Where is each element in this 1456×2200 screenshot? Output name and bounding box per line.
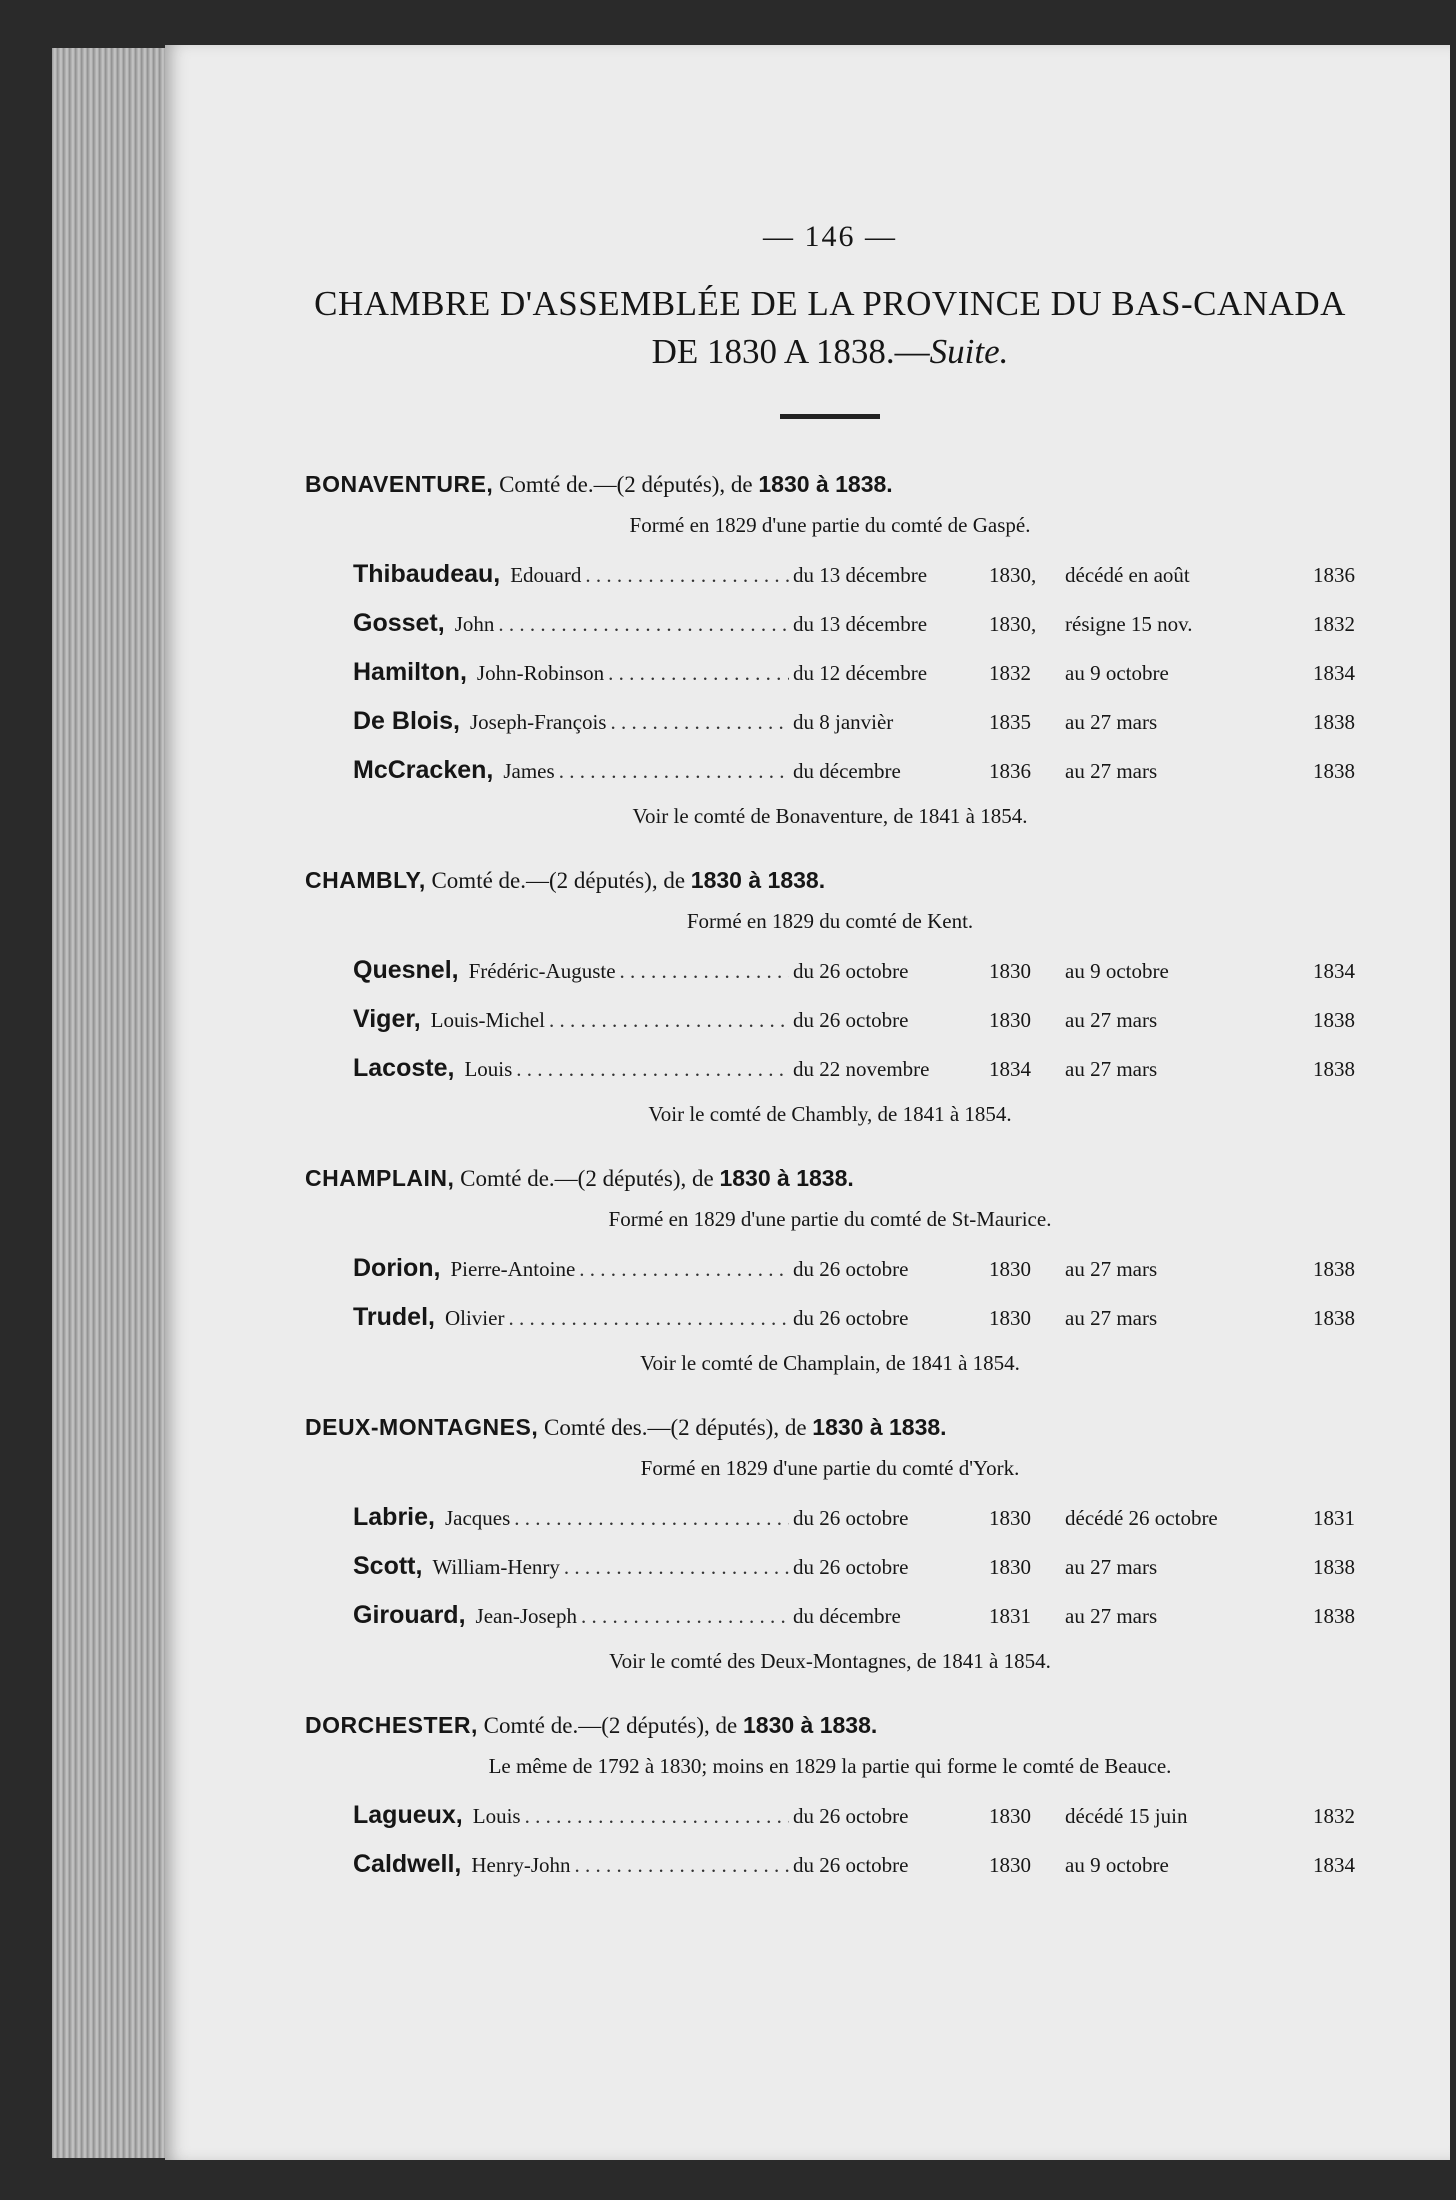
member-surname: Labrie, (353, 1503, 435, 1531)
dot-leader (608, 649, 789, 697)
member-surname: Thibaudeau, (353, 560, 501, 588)
term-end-year: 1834 (1313, 959, 1355, 983)
term-end: au 9 octobre (1065, 1853, 1169, 1877)
county-desc: Comté des.—(2 députés), de (538, 1415, 813, 1440)
term-end: au 9 octobre (1065, 661, 1169, 685)
member-given-name: Henry-John (471, 1853, 571, 1877)
county-years: 1830 à 1838. (758, 471, 893, 497)
member-given-name: William-Henry (432, 1555, 560, 1579)
county-section (305, 467, 1355, 833)
county-name: DEUX-MONTAGNES, (305, 1414, 539, 1440)
member-given-name: John-Robinson (476, 661, 605, 685)
member-given-name: Frédéric-Auguste (468, 959, 616, 983)
member-row (305, 1542, 1355, 1591)
section-note: Le même de 1792 à 1830; moins en 1829 la partie qui forme le comté de Beauce. (488, 1754, 1172, 1778)
section-note: Formé en 1829 d'une partie du comté de Gaspé. (629, 513, 1031, 537)
member-row (305, 1293, 1355, 1342)
term-start-year: 1830 (989, 1506, 1031, 1530)
term-start-date: du 8 janvièr (793, 710, 894, 734)
county-years: 1830 à 1838. (690, 867, 826, 893)
member-list (305, 1791, 1355, 1889)
member-row (305, 599, 1355, 648)
county-name: CHAMBLY, (305, 867, 426, 893)
term-end: au 27 mars (1065, 1057, 1158, 1081)
section-note: Formé en 1829 du comté de Kent. (686, 909, 974, 933)
term-start-year: 1835 (989, 710, 1031, 734)
member-given-name: Edouard (510, 563, 582, 587)
dot-leader (610, 698, 789, 746)
member-row (305, 1840, 1355, 1889)
member-row (305, 648, 1355, 697)
page-subtitle (305, 332, 1355, 372)
see-also: Voir le comté des Deux-Montagnes, de 1841 à 1854. (609, 1649, 1051, 1673)
term-start-date: du 22 novembre (793, 1057, 930, 1081)
term-start-date: du 26 octobre (793, 1008, 909, 1032)
dot-leader (579, 1245, 789, 1293)
term-end: décédé en août (1065, 563, 1190, 587)
term-end: au 27 mars (1065, 759, 1158, 783)
section-note: Formé en 1829 d'une partie du comté de St-Maurice. (608, 1207, 1052, 1231)
term-end-year: 1832 (1313, 612, 1355, 636)
member-row (305, 1244, 1355, 1293)
member-given-name: Jean-Joseph (475, 1604, 577, 1628)
member-surname: Dorion, (353, 1254, 441, 1282)
term-end-year: 1838 (1313, 1555, 1355, 1579)
member-surname: Scott, (353, 1552, 423, 1580)
term-end: au 27 mars (1065, 1257, 1158, 1281)
term-start-year: 1830 (989, 1257, 1031, 1281)
term-end-year: 1838 (1313, 1008, 1355, 1032)
dot-leader (581, 1592, 789, 1640)
term-start-date: du 26 octobre (793, 959, 909, 983)
county-sections (305, 467, 1355, 1889)
member-given-name: Louis-Michel (430, 1008, 545, 1032)
county-name: BONAVENTURE, (305, 471, 494, 497)
member-surname: Lacoste, (353, 1054, 455, 1082)
member-row (305, 697, 1355, 746)
member-surname: Viger, (353, 1005, 421, 1033)
county-years: 1830 à 1838. (719, 1165, 854, 1191)
county-desc: Comté de.—(2 députés), de (454, 1166, 720, 1191)
dot-leader (549, 996, 789, 1044)
member-surname: Hamilton, (353, 658, 467, 686)
member-given-name: Olivier (444, 1306, 505, 1330)
term-end-year: 1836 (1313, 563, 1355, 587)
term-end-year: 1834 (1313, 661, 1355, 685)
county-section (305, 1708, 1355, 1889)
term-start-year: 1830, (989, 563, 1037, 587)
county-name: DORCHESTER, (305, 1712, 478, 1738)
section-heading (305, 467, 1355, 502)
term-start-date: du décembre (793, 1604, 901, 1628)
subtitle-italic: Suite. (929, 332, 1009, 371)
term-start-year: 1832 (989, 661, 1031, 685)
county-desc: Comté de.—(2 députés), de (425, 868, 691, 893)
member-list (305, 1493, 1355, 1640)
term-start-year: 1830 (989, 1804, 1031, 1828)
term-end-year: 1831 (1313, 1506, 1355, 1530)
member-surname: McCracken, (353, 756, 494, 784)
term-start-year: 1834 (989, 1057, 1031, 1081)
page-content (305, 220, 1355, 1919)
member-given-name: Louis (472, 1804, 521, 1828)
term-end: au 27 mars (1065, 1604, 1158, 1628)
term-end: décédé 15 juin (1065, 1804, 1188, 1828)
term-start-year: 1836 (989, 759, 1031, 783)
member-surname: Girouard, (353, 1601, 466, 1629)
term-end-year: 1838 (1313, 759, 1355, 783)
section-heading (305, 1161, 1355, 1196)
term-start-year: 1830 (989, 1853, 1031, 1877)
see-also: Voir le comté de Chambly, de 1841 à 1854. (648, 1102, 1012, 1126)
county-years: 1830 à 1838. (812, 1414, 947, 1440)
member-given-name: Jacques (444, 1506, 511, 1530)
member-row (305, 550, 1355, 599)
title-divider (780, 414, 880, 419)
member-given-name: James (503, 759, 555, 783)
dot-leader (525, 1792, 789, 1840)
term-start-date: du 26 octobre (793, 1853, 909, 1877)
term-end: au 27 mars (1065, 1008, 1158, 1032)
term-end-year: 1832 (1313, 1804, 1355, 1828)
term-start-year: 1830 (989, 959, 1031, 983)
member-surname: Gosset, (353, 609, 445, 637)
member-row (305, 1791, 1355, 1840)
dot-leader (575, 1841, 789, 1889)
page-number: — 146 — (763, 220, 897, 253)
dot-leader (516, 1045, 789, 1093)
county-years: 1830 à 1838. (742, 1712, 878, 1738)
member-surname: Trudel, (353, 1303, 435, 1331)
term-start-date: du 13 décembre (793, 563, 928, 587)
term-end-year: 1838 (1313, 1057, 1355, 1081)
term-end: décédé 26 octobre (1065, 1506, 1218, 1530)
county-desc: Comté de.—(2 députés), de (493, 472, 759, 497)
term-start-date: du 26 octobre (793, 1306, 909, 1330)
see-also: Voir le comté de Bonaventure, de 1841 à 1854. (632, 804, 1028, 828)
term-start-year: 1830 (989, 1008, 1031, 1032)
term-start-year: 1830 (989, 1306, 1031, 1330)
dot-leader (559, 747, 789, 795)
see-also: Voir le comté de Champlain, de 1841 à 1854. (640, 1351, 1020, 1375)
member-given-name: John (454, 612, 495, 636)
member-list (305, 1244, 1355, 1342)
dot-leader (585, 551, 789, 599)
member-row (305, 746, 1355, 795)
member-row (305, 946, 1355, 995)
term-start-year: 1830, (989, 612, 1037, 636)
page-title: CHAMBRE D'ASSEMBLÉE DE LA PROVINCE DU BAS-CANADA (314, 284, 1346, 323)
county-section (305, 1410, 1355, 1678)
section-note: Formé en 1829 d'une partie du comté d'York. (640, 1456, 1020, 1480)
book-page (165, 45, 1450, 2160)
section-heading (305, 1708, 1355, 1743)
member-list (305, 550, 1355, 795)
term-start-date: du 26 octobre (793, 1257, 909, 1281)
dot-leader (514, 1494, 789, 1542)
term-start-date: du 12 décembre (793, 661, 928, 685)
subtitle-main: DE 1830 A 1838.— (651, 332, 930, 371)
dot-leader (620, 947, 789, 995)
county-desc: Comté de.—(2 députés), de (477, 1713, 743, 1738)
term-start-date: du décembre (793, 759, 901, 783)
member-row (305, 1493, 1355, 1542)
member-given-name: Joseph-François (469, 710, 607, 734)
member-surname: Caldwell, (353, 1850, 462, 1878)
dot-leader (508, 1294, 789, 1342)
dot-leader (498, 600, 789, 648)
member-row (305, 1044, 1355, 1093)
member-surname: De Blois, (353, 707, 460, 735)
term-end-year: 1838 (1313, 710, 1355, 734)
dot-leader (564, 1543, 789, 1591)
county-section (305, 1161, 1355, 1380)
term-start-date: du 26 octobre (793, 1804, 909, 1828)
term-start-date: du 13 décembre (793, 612, 928, 636)
member-surname: Lagueux, (353, 1801, 463, 1829)
member-surname: Quesnel, (353, 956, 459, 984)
page-edges (52, 48, 172, 2158)
term-end: résigne 15 nov. (1065, 612, 1193, 636)
term-start-year: 1830 (989, 1555, 1031, 1579)
term-end: au 27 mars (1065, 710, 1158, 734)
member-given-name: Louis (464, 1057, 513, 1081)
member-given-name: Pierre-Antoine (450, 1257, 576, 1281)
term-end-year: 1834 (1313, 1853, 1355, 1877)
county-section (305, 863, 1355, 1131)
member-row (305, 1591, 1355, 1640)
member-row (305, 995, 1355, 1044)
term-end: au 27 mars (1065, 1555, 1158, 1579)
term-start-year: 1831 (989, 1604, 1031, 1628)
section-heading (305, 863, 1355, 898)
term-end-year: 1838 (1313, 1306, 1355, 1330)
term-end-year: 1838 (1313, 1604, 1355, 1628)
member-list (305, 946, 1355, 1093)
county-name: CHAMPLAIN, (305, 1165, 455, 1191)
term-start-date: du 26 octobre (793, 1506, 909, 1530)
term-end-year: 1838 (1313, 1257, 1355, 1281)
term-end: au 9 octobre (1065, 959, 1169, 983)
term-start-date: du 26 octobre (793, 1555, 909, 1579)
term-end: au 27 mars (1065, 1306, 1158, 1330)
section-heading (305, 1410, 1355, 1445)
